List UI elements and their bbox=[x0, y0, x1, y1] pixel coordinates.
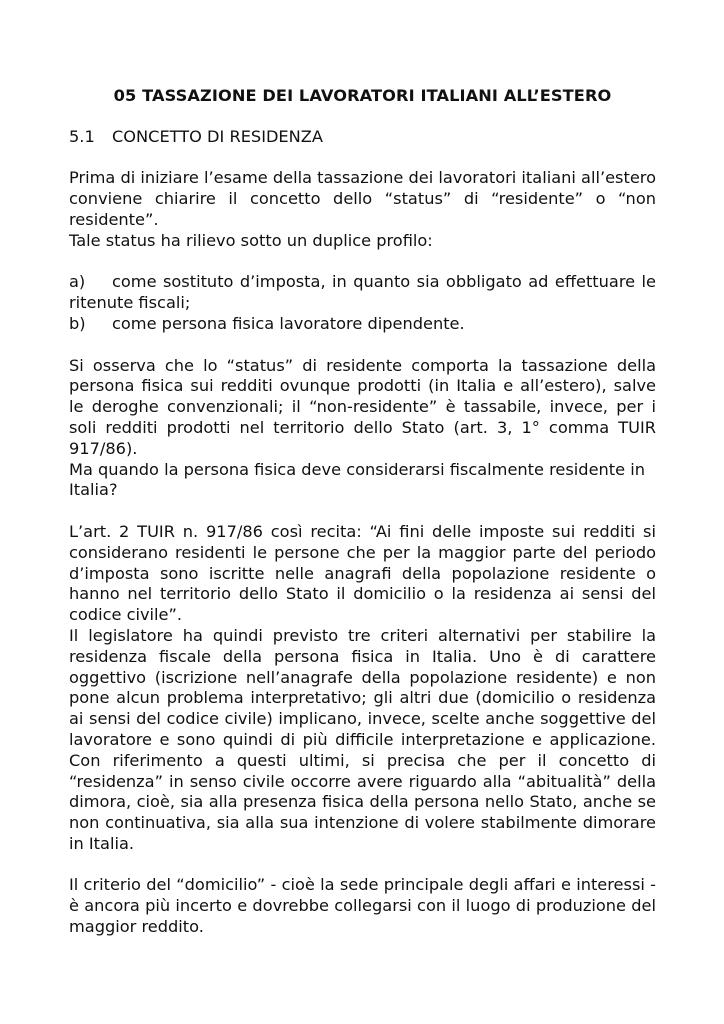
paragraph-question: Ma quando la persona fisica deve considerarsi fiscalmente residente in Italia? bbox=[69, 459, 646, 500]
section-number: 5.1 bbox=[69, 126, 95, 146]
spacer bbox=[69, 252, 656, 273]
spacer bbox=[69, 148, 656, 169]
paragraph-status: Tale status ha rilievo sotto un duplice profilo: bbox=[69, 230, 433, 250]
spacer bbox=[69, 855, 656, 876]
list-item bbox=[69, 314, 656, 335]
paragraph-criteria: Il legislatore ha quindi previsto tre criteri alternativi per stabilire la residenza fiscale della persona fisica in Italia. Uno è di carattere oggettivo (iscrizione nell’anagrafe della popolazione residente) e non pone alcun problema interpretativo; gli altri due (domicilio o residenza ai sensi del codice civile) implicano, invece, scelte anche soggettive del lavoratore e sono quindi di più difficile interpretazione e applicazione. Con riferimento a questi ultimi, si precisa che per il concetto di “residenza” in senso civile occorre avere riguardo alla “abitualità” della dimora, cioè, sia alla presenza fisica della persona nello Stato, anche se non continuativa, sia alla sua intenzione di volere stabilmente dimorare in Italia. bbox=[69, 625, 656, 853]
list-item-text: come persona fisica lavoratore dipendente. bbox=[112, 313, 465, 333]
section-title: CONCETTO DI RESIDENZA bbox=[112, 126, 323, 146]
list-item bbox=[69, 272, 656, 314]
paragraph-domicile: Il criterio del “domicilio” - cioè la sede principale degli affari e interessi - è ancora più incerto e dovrebbe collegarsi con il luogo di produzione del maggior reddito. bbox=[69, 875, 656, 937]
paragraph-article-2: L’art. 2 TUIR n. 917/86 così recita: “Ai fini delle imposte sui redditi si considerano residenti le persone che per la maggior parte del periodo d’imposta sono iscritte nelle anagrafi della popolazione residente o hanno nel territorio dello Stato il domicilio o la residenza ai sensi del codice civile”. bbox=[69, 521, 656, 625]
paragraph-intro: Prima di iniziare l’esame della tassazione dei lavoratori italiani all’estero conviene chiarire il concetto dello “status” di “residente” o “non residente”. bbox=[69, 168, 656, 229]
document-page bbox=[69, 86, 656, 938]
list-marker: a) bbox=[69, 272, 86, 292]
spacer bbox=[69, 501, 656, 522]
list-marker: b) bbox=[69, 313, 86, 333]
list-item-text: come sostituto d’imposta, in quanto sia obbligato ad effettuare le ritenute fiscali; bbox=[69, 272, 656, 313]
paragraph-taxation: Si osserva che lo “status” di residente comporta la tassazione della persona fisica sui redditi ovunque prodotti (in Italia e all’estero), salve le deroghe convenzionali; il “non-residente” è tassabile, invece, per i soli redditi prodotti nel territorio dello Stato (art. 3, 1° comma TUIR 917/86). bbox=[69, 355, 656, 458]
document-title: 05 TASSAZIONE DEI LAVORATORI ITALIANI ALL’ESTERO bbox=[113, 86, 612, 105]
spacer bbox=[69, 335, 656, 356]
section-heading bbox=[69, 127, 656, 148]
